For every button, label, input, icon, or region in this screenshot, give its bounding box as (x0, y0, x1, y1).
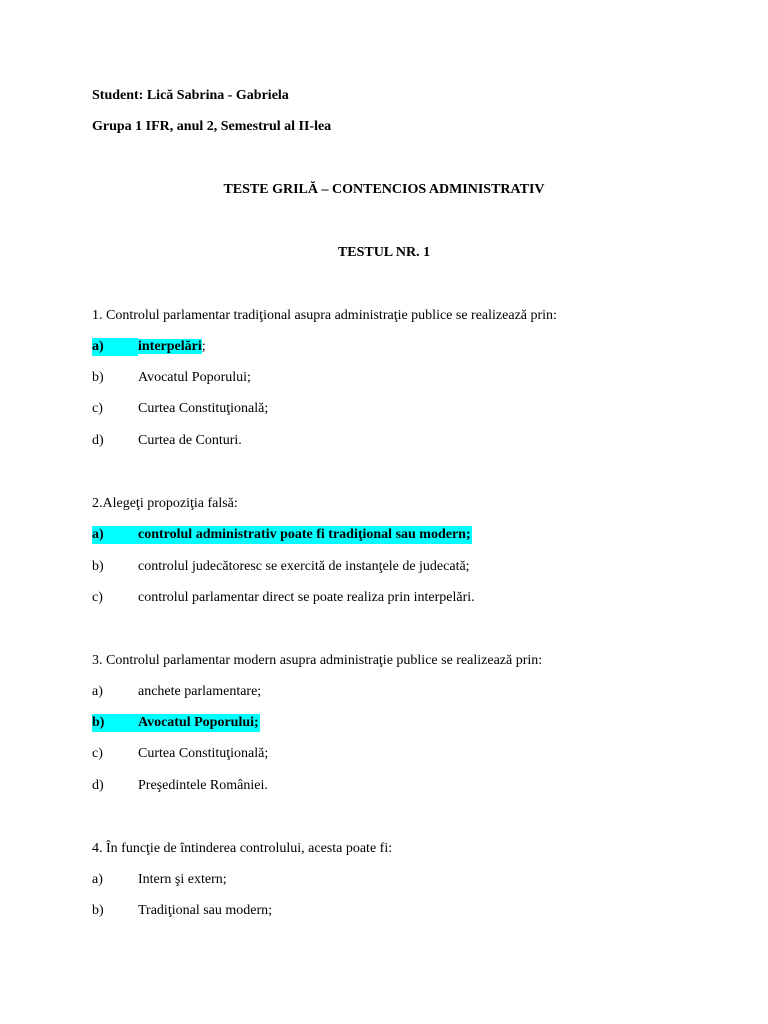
option-text: controlul parlamentar direct se poate realiza prin interpelări. (138, 590, 475, 605)
group-info: Grupa 1 IFR, anul 2, Semestrul al II-lea (92, 119, 332, 134)
q4-option-a (92, 871, 227, 889)
option-text: Intern şi extern; (138, 872, 227, 887)
q1-option-d (92, 432, 242, 450)
option-text: anchete parlamentare; (138, 684, 262, 699)
q2-option-c (92, 589, 475, 607)
option-suffix: ; (201, 339, 206, 354)
q3-option-d (92, 777, 268, 795)
option-text: Preşedintele României. (138, 778, 268, 793)
option-letter: a) (92, 872, 103, 887)
q1-option-c (92, 400, 268, 418)
q1-option-a (92, 338, 206, 356)
question-3: 3. Controlul parlamentar modern asupra administraţie publice se realizează prin: (92, 653, 543, 668)
option-letter: b) (92, 715, 105, 730)
option-letter: a) (92, 527, 104, 542)
option-text: Avocatul Poporului; (138, 370, 251, 385)
option-text: Tradiţional sau modern; (138, 903, 273, 918)
option-letter: d) (92, 433, 104, 448)
option-text: Curtea Constituţională; (138, 746, 269, 761)
option-letter: c) (92, 746, 103, 761)
option-letter: b) (92, 903, 104, 918)
option-letter: b) (92, 559, 104, 574)
option-letter: d) (92, 778, 104, 793)
option-text: Curtea Constituţională; (138, 401, 269, 416)
option-text-correct: controlul administrativ poate fi tradiţional sau modern; (138, 527, 471, 542)
student-name: Student: Lică Sabrina - Gabriela (92, 88, 289, 103)
option-text-correct: Avocatul Poporului; (138, 715, 259, 730)
option-letter: a) (92, 684, 103, 699)
test-title: TESTUL NR. 1 (337, 245, 431, 260)
option-text: Curtea de Conturi. (138, 433, 242, 448)
q3-option-b (92, 714, 260, 732)
q1-option-b (92, 369, 251, 387)
option-text-correct: interpelări (138, 339, 202, 354)
question-1: 1. Controlul parlamentar tradiţional asupra administraţie publice se realizează prin: (92, 308, 557, 323)
option-letter: c) (92, 590, 103, 605)
q4-option-b (92, 902, 272, 920)
question-2: 2.Alegeţi propoziţia falsă: (92, 496, 238, 511)
q2-option-a (92, 526, 472, 544)
option-letter: c) (92, 401, 103, 416)
q3-option-a (92, 683, 261, 701)
option-letter: a) (92, 338, 138, 356)
document-title: TESTE GRILĂ – CONTENCIOS ADMINISTRATIV (223, 182, 545, 197)
question-4: 4. În funcţie de întinderea controlului, acesta poate fi: (92, 841, 393, 856)
option-text: controlul judecătoresc se exercită de instanţele de judecată; (138, 559, 470, 574)
q2-option-b (92, 558, 470, 576)
option-letter: b) (92, 370, 104, 385)
q3-option-c (92, 745, 268, 763)
